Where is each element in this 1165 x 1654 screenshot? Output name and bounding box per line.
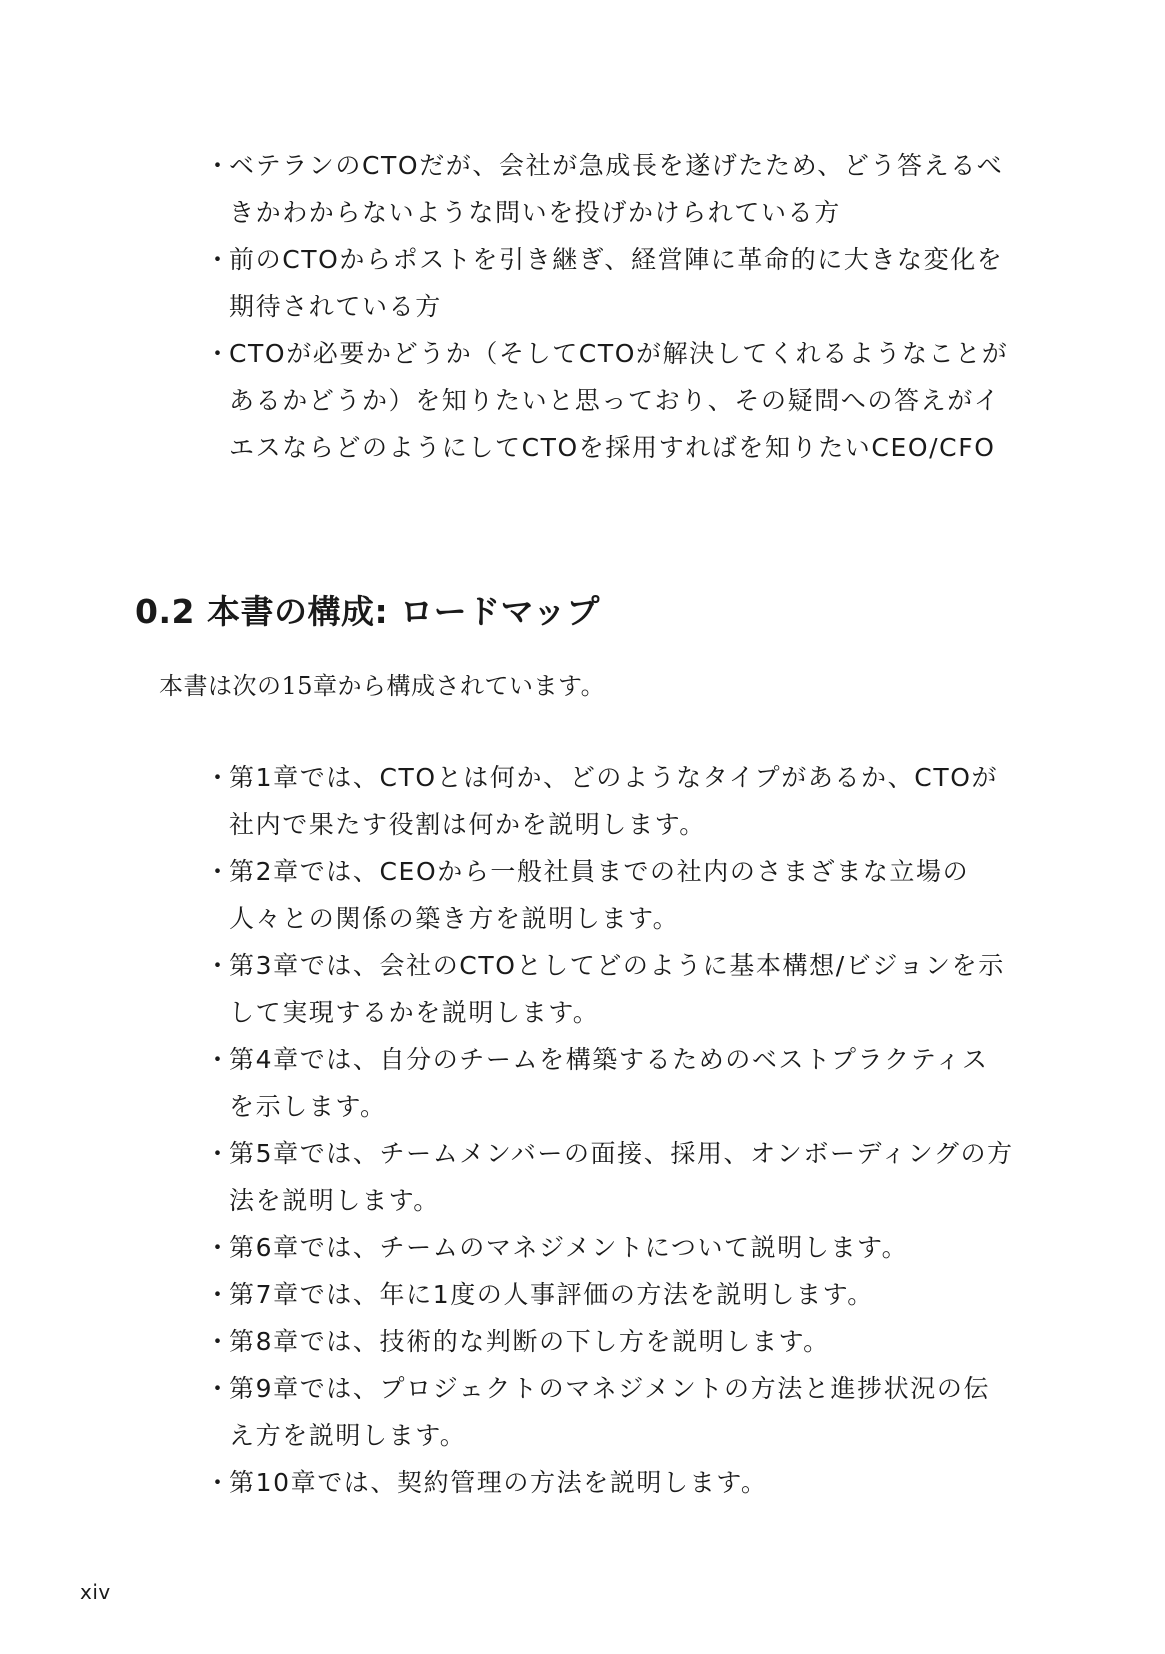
section-heading: 0.2 本書の構成: ロードマップ [135, 592, 600, 631]
bullet-marker: ・ [205, 763, 232, 792]
bullet-marker: ・ [205, 1233, 232, 1262]
list-item-text: 第5章では、チームメンバーの面接、採用、オンボーディングの方法を説明します。 [229, 1139, 1014, 1215]
list-item-text: 第9章では、プロジェクトのマネジメントの方法と進捗状況の伝え方を説明します。 [229, 1374, 991, 1450]
bullet-marker: ・ [205, 245, 232, 274]
bullet-marker: ・ [205, 1374, 232, 1403]
list-item [205, 236, 1015, 330]
list-item-text: CTOが必要かどうか（そしてCTOが解決してくれるようなことがあるかどうか）を知りたいと思っており、その疑問への答えがイエスならどのようにしてCTOを採用すればを知りたいCEO/CFO [229, 339, 1009, 462]
list-item-text: 第3章では、会社のCTOとしてどのように基本構想/ビジョンを示して実現するかを説明します。 [229, 951, 1005, 1027]
list-item [205, 1130, 1015, 1224]
page-number: xiv [80, 1580, 111, 1604]
bullet-marker: ・ [205, 1468, 232, 1497]
bullet-marker: ・ [205, 151, 232, 180]
bullet-marker: ・ [205, 1327, 232, 1356]
list-item-text: 第10章では、契約管理の方法を説明します。 [229, 1468, 768, 1497]
bullet-marker: ・ [205, 1280, 232, 1309]
list-item-text: 前のCTOからポストを引き継ぎ、経営陣に革命的に大きな変化を期待されている方 [229, 245, 1004, 321]
list-item-text: 第8章では、技術的な判断の下し方を説明します。 [229, 1327, 830, 1356]
list-item [205, 1271, 1015, 1318]
list-item-text: 第1章では、CTOとは何か、どのようなタイプがあるか、CTOが社内で果たす役割は何かを説明します。 [229, 763, 999, 839]
list-item [205, 1224, 1015, 1271]
list-item-text: ベテランのCTOだが、会社が急成長を遂げたため、どう答えるべきかわからないような問いを投げかけられている方 [229, 151, 1004, 227]
list-item [205, 1036, 1015, 1130]
list-item [205, 330, 1015, 471]
bullet-marker: ・ [205, 339, 232, 368]
chapter-roadmap-list [205, 754, 1015, 1506]
list-item [205, 942, 1015, 1036]
list-item-text: 第4章では、自分のチームを構築するためのベストプラクティスを示します。 [229, 1045, 989, 1121]
list-item [205, 1459, 1015, 1506]
list-item [205, 848, 1015, 942]
target-audience-list [205, 142, 1015, 471]
list-item [205, 754, 1015, 848]
list-item [205, 1318, 1015, 1365]
bullet-marker: ・ [205, 1139, 232, 1168]
list-item [205, 1365, 1015, 1459]
list-item-text: 第2章では、CEOから一般社員までの社内のさまざまな立場の人々との関係の築き方を説明します。 [229, 857, 970, 933]
list-item-text: 第6章では、チームのマネジメントについて説明します。 [229, 1233, 909, 1262]
list-item-text: 第7章では、年に1度の人事評価の方法を説明します。 [229, 1280, 874, 1309]
list-item [205, 142, 1015, 236]
bullet-marker: ・ [205, 857, 232, 886]
bullet-marker: ・ [205, 1045, 232, 1074]
bullet-marker: ・ [205, 951, 232, 980]
section-intro: 本書は次の15章から構成されています。 [159, 672, 606, 700]
